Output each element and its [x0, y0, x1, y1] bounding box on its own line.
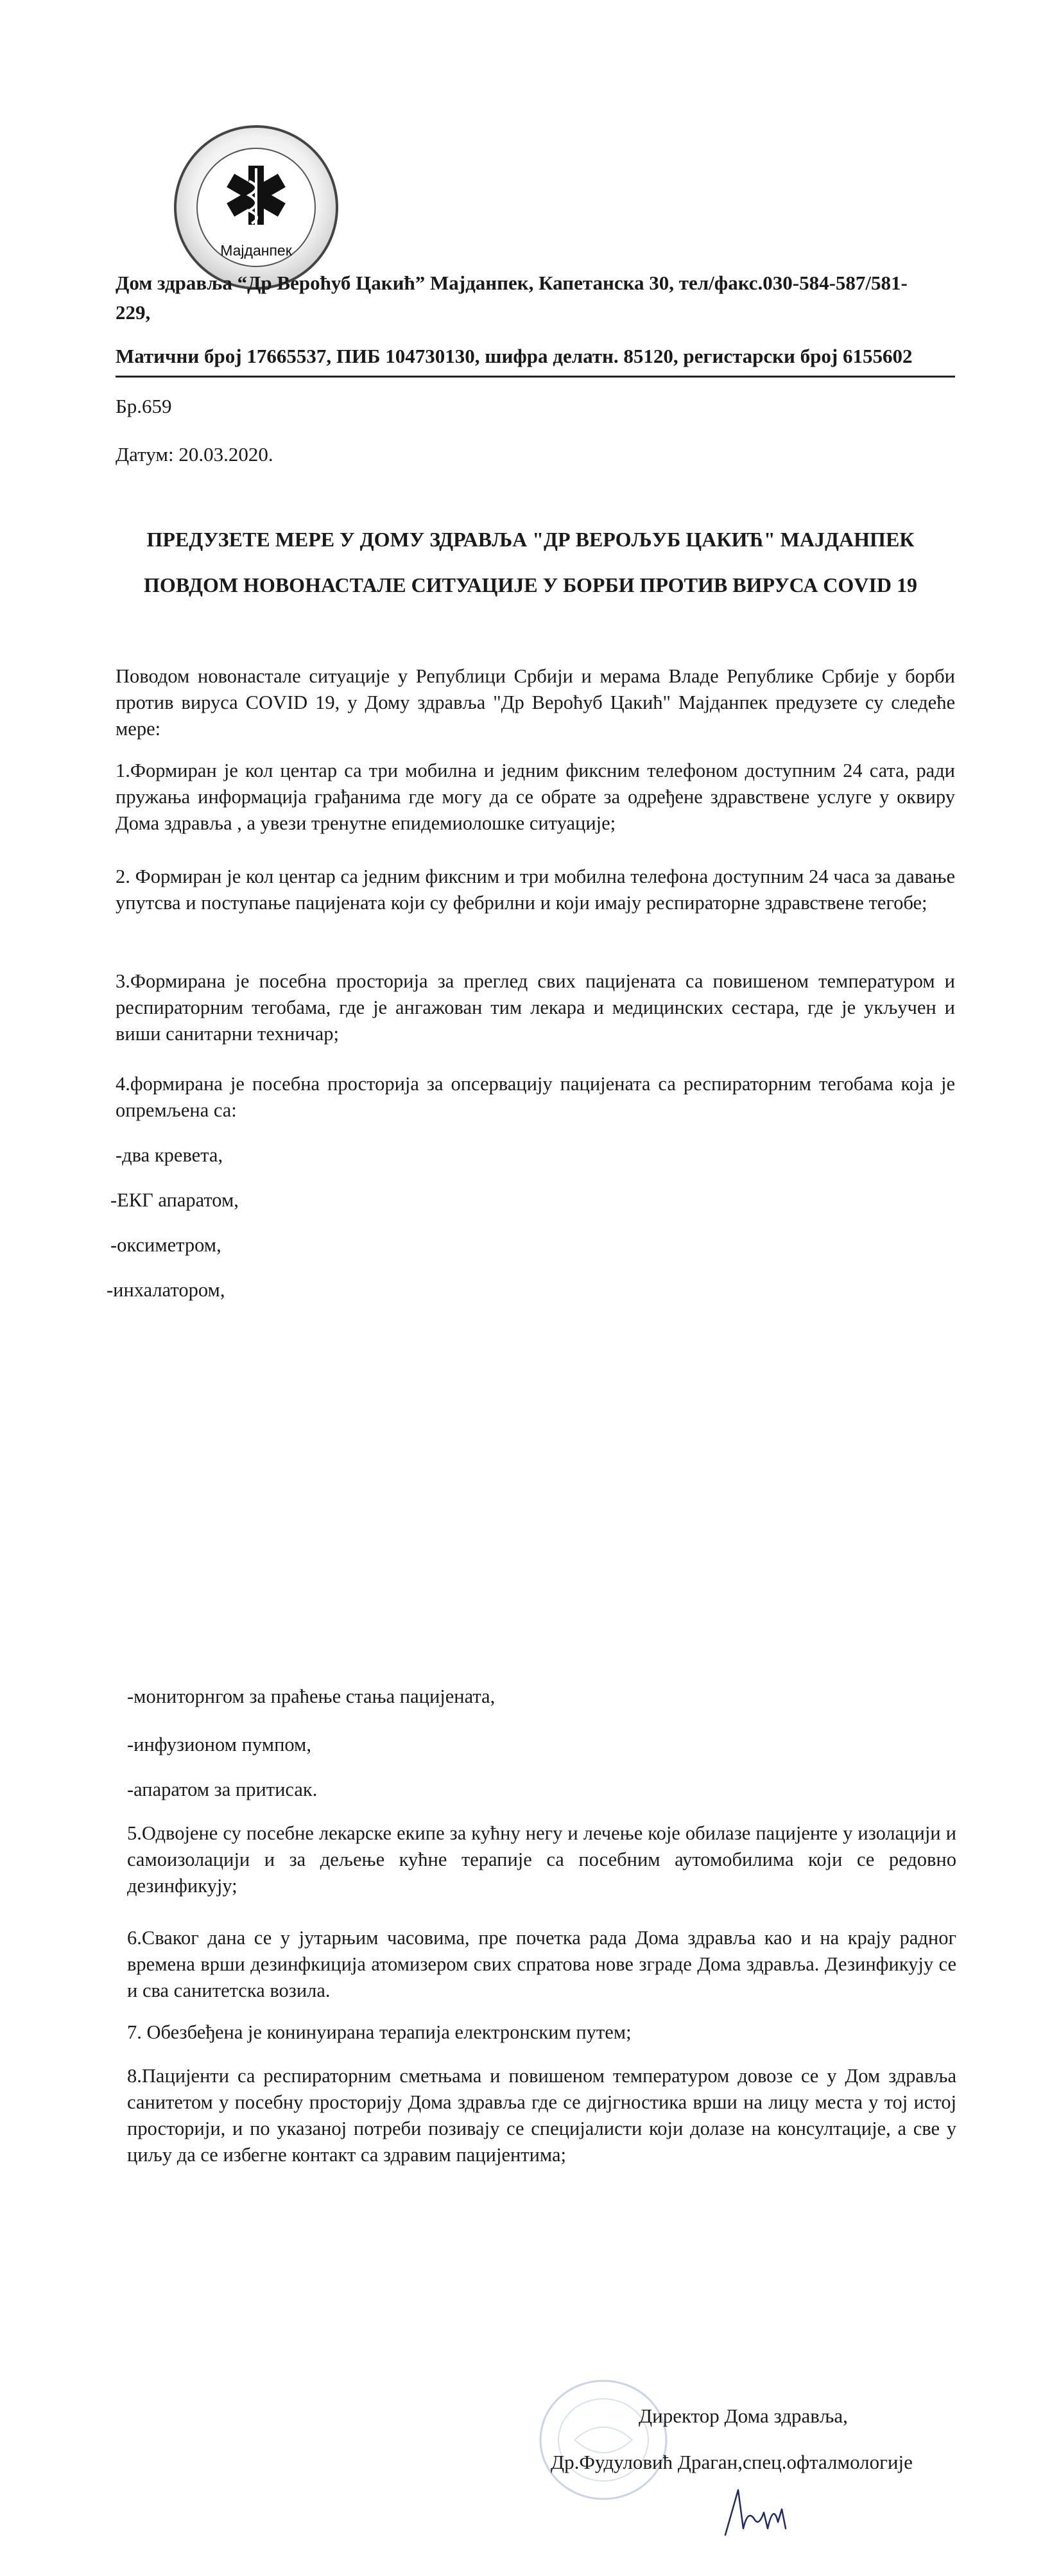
signatory-name: Др.Фудуловић Драган,спец.офталмологије — [551, 2451, 913, 2473]
equipment-item: -апаратом за притисак. — [127, 1779, 318, 1800]
measure-6: 6.Сваког дана се у јутарњим часовима, пре почетка рада Дома здравља као и на крају радног времена врши дезинфкиција атомизером свих спратова нове зграде Дома здравља. Дезинфикују се и сва санитетска возила. — [127, 1927, 956, 2001]
measure-3: 3.Формирана је посебна просторија за преглед свих пацијената са повишеном температуром и респираторним тегобама, где је ангажован тим лекара и медицинских сестара, где је укључен и виши санитарни техничар; — [116, 970, 955, 1045]
measure-5: 5.Одвојене су посебне лекарске екипе за кућну негу и лечење које обилазе пацијенте у изолацији и самоизолацији и за дељење кућне терапије са посебним аутомобилима који се редовно дезинфикују; — [127, 1822, 956, 1897]
measure-1: 1.Формиран је кол центар са три мобилна и једним фиксним телефоном доступним 24 сата, ради пружања информација грађанима где могу да се обрате за одређене здравствене услуге у оквиру Дома здравља , а увези тренутне епидемиолошке ситуације; — [116, 760, 955, 834]
header-divider — [116, 376, 955, 378]
document-date: Датум: 20.03.2020. — [116, 443, 273, 466]
health-center-logo-icon — [172, 123, 340, 292]
header-address-cont: 229, — [116, 301, 151, 324]
official-stamp — [536, 2376, 671, 2504]
measure-8: 8.Пацијенти са респираторним сметњама и повишеном температуром довозе се у Дом здравља санитетом у посебну просторију Дома здравља где се дијгностика врши на лицу места у тој истој просторији, и по указаној потреби позивају се специјалисти који долазе на консултације, а све у циљу да се избегне контакт са здравим пацијентима; — [127, 2065, 956, 2166]
equipment-item: -инхалатором, — [107, 1279, 225, 1301]
equipment-item: -инфузионом пумпом, — [127, 1734, 311, 1755]
signatory-title: Директор Дома здравља, — [639, 2405, 848, 2427]
document-title-line-1: ПРЕДУЗЕТЕ МЕРЕ У ДОМУ ЗДРАВЉА "ДР ВЕРОЉУБ ЦАКИЋ" МАЈДАНПЕК — [146, 528, 915, 551]
signature-icon — [719, 2484, 796, 2548]
measure-7: 7. Обезбеђена је конинуирана терапија електронским путем; — [127, 2021, 632, 2043]
logo — [172, 123, 340, 292]
header-address: Дом здравља “Др Вероћуб Цакић” Мајданпек, Капетанска 30, тел/факс.030-584-587/581- — [116, 272, 908, 294]
measure-2: 2. Формиран је кол центар са једним фиксним и три мобилна телефона доступним 24 часа за давање упутсва и поступање пацијената који су фебрилни и који имају респираторне здравствене тегобе; — [116, 866, 955, 914]
logo-town-label: Мајданпек — [220, 242, 292, 259]
handwritten-signature — [719, 2484, 796, 2548]
intro-paragraph: Поводом новонастале ситуације у Републици Србији и мерама Владе Републике Србије у борби против вируса COVID 19, у Дому здравља "Др Вероћуб Цакић" Мајданпек предузете су следеће мере: — [116, 665, 955, 740]
equipment-item: -мониторнгом за праћење стања пацијената, — [127, 1685, 496, 1707]
document-title-line-2: ПОВДОМ НОВОНАСТАЛЕ СИТУАЦИЈЕ У БОРБИ ПРОТИВ ВИРУСА COVID 19 — [144, 573, 917, 596]
equipment-item: -два кревета, — [116, 1144, 223, 1166]
document-number: Бр.659 — [116, 395, 172, 417]
equipment-item: -ЕКГ апаратом, — [110, 1189, 239, 1211]
stamp-icon — [536, 2376, 671, 2504]
equipment-item: -оксиметром, — [110, 1234, 221, 1256]
measure-4: 4.формирана је посебна просторија за опсервацију пацијената са респираторним тегобама која је опремљена са: — [116, 1073, 955, 1121]
header-registry: Матични број 17665537, ПИБ 104730130, шифра делатн. 85120, регистарски број 6155602 — [116, 345, 913, 367]
